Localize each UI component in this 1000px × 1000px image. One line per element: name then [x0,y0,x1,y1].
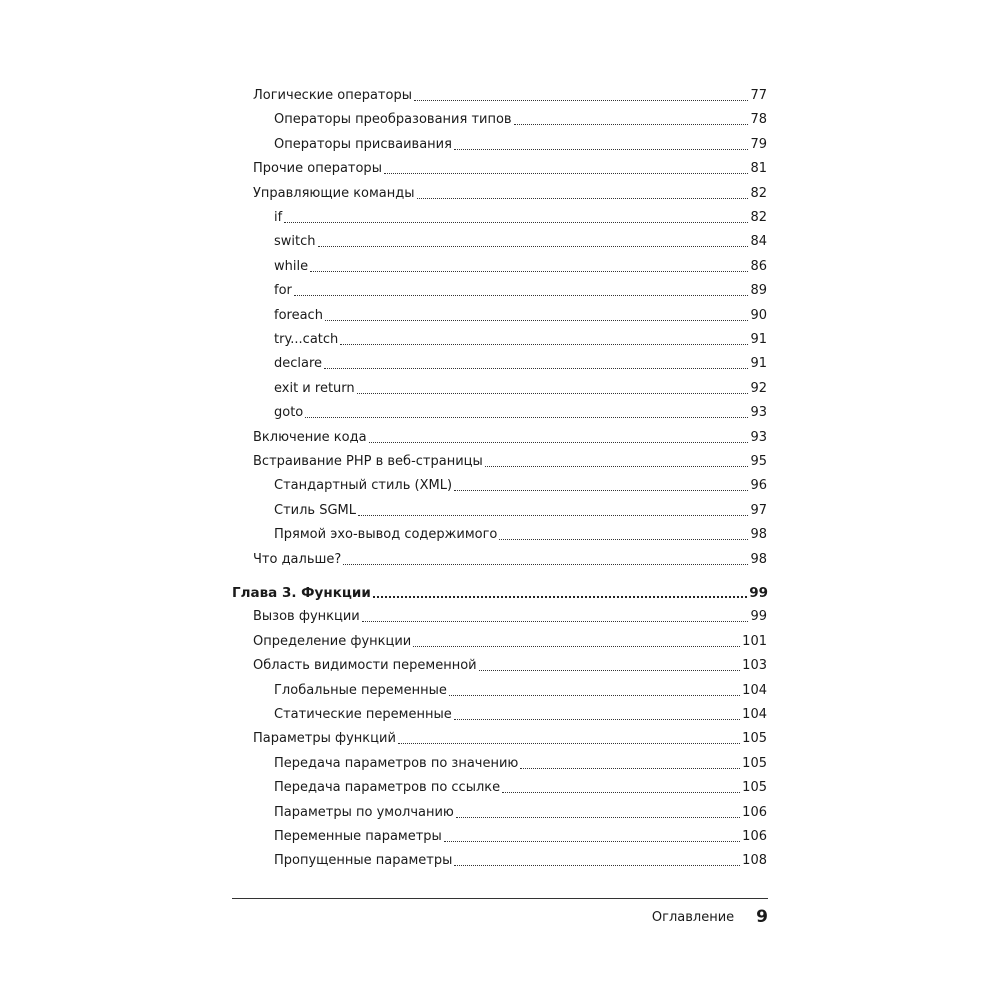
toc-dot-leader [413,645,740,647]
toc-entry-title: Включение кода [253,429,367,445]
toc-entry-page: 92 [750,380,767,396]
toc-entry-page: 84 [750,234,767,250]
toc-entry-page: 89 [750,283,767,299]
toc-entry-title: Управляющие команды [253,185,415,201]
toc-entry-title: Глобальные переменные [274,682,447,698]
toc-entry-page: 105 [742,731,767,747]
toc-entry [274,677,767,699]
toc-entry-title: Встраивание PHP в веб-страницы [253,454,483,469]
toc-entry-page: 105 [742,755,767,771]
toc-entry [253,725,767,747]
toc-entry-page: 104 [742,682,767,698]
toc-entry [274,131,767,153]
toc-entry-title: Передача параметров по значению [274,755,519,771]
toc-dot-leader [343,563,748,565]
toc-dot-leader [499,538,748,540]
toc-entry-page: 91 [750,356,767,372]
toc-entry-title: for [274,283,292,299]
toc-entry [274,774,767,796]
toc-entry-page: 106 [742,829,767,844]
toc-dot-leader [454,864,740,866]
toc-entry-title: Определение функции [253,633,412,649]
toc-entry-title: Вызов функции [253,609,360,625]
toc-dot-leader [514,123,749,125]
toc-entry [274,350,767,372]
toc-entry [274,497,767,519]
toc-entry-title: while [274,258,309,274]
toc-entry-title: Передача параметров по ссылке [274,780,501,796]
toc-entry-title: Область видимости переменной [253,658,477,674]
toc-entry-title: goto [274,405,304,421]
toc-dot-leader [294,294,749,296]
toc-entry-page: 77 [750,88,767,103]
toc-entry-title: exit и return [274,380,355,396]
toc-dot-leader [318,245,749,247]
toc-entry-title: Параметры по умолчанию [274,804,454,820]
toc-dot-leader [502,791,740,793]
toc-entry-page: 105 [742,780,767,796]
toc-dot-leader [373,595,747,598]
toc-entry [253,546,767,568]
toc-entry [274,472,767,494]
toc-entry-page: 78 [750,112,767,128]
toc-entry-title: Прочие операторы [253,161,382,177]
toc-entry-page: 104 [742,707,767,722]
toc-dot-leader [340,343,748,345]
toc-entry-page: 93 [750,405,767,421]
toc-entry-page: 96 [750,478,767,494]
footer-page-number: 9 [756,907,768,927]
toc-dot-leader [456,816,740,818]
toc-entry-page: 86 [750,258,767,274]
toc-entry-page: 106 [742,804,767,820]
toc-dot-leader [454,489,748,491]
toc-entry [274,253,767,275]
toc-entry-title: Стандартный стиль (XML) [274,478,453,494]
toc-entry-page: 99 [750,609,767,625]
toc-dot-leader [310,270,748,272]
toc-entry [274,799,767,821]
toc-entry-title: declare [274,356,323,372]
toc-entry [274,277,767,299]
toc-entry-page: 90 [750,307,767,323]
toc-dot-leader [520,767,740,769]
toc-entry-page: 97 [750,502,767,518]
toc-entry-title: if [274,210,283,225]
toc-entry-title: Глава 3. Функции [232,585,371,601]
toc-dot-leader [479,669,741,671]
footer-section-title: Оглавление [651,909,735,925]
toc-entry [274,106,767,128]
toc-entry-page: 79 [750,136,767,152]
toc-dot-leader [369,441,749,443]
toc-entry-page: 91 [750,332,767,347]
toc-dot-leader [357,392,749,394]
toc-entry [274,326,767,348]
toc-entry [253,155,767,177]
toc-entry-title: Операторы преобразования типов [274,112,512,128]
toc-entry-page: 93 [750,429,767,445]
toc-entry-title: Логические операторы [253,88,412,103]
toc-entry [253,603,767,625]
toc-chapter-entry [232,579,768,601]
toc-entry [253,652,767,674]
page-footer [232,904,768,930]
toc-entry [274,701,767,723]
toc-dot-leader [362,620,749,622]
toc-entry-page: 81 [750,161,767,177]
toc-dot-leader [384,172,749,174]
toc-dot-leader [398,742,740,744]
toc-entry [253,424,767,446]
toc-entry-page: 108 [742,853,767,869]
toc-entry-page: 103 [742,658,767,674]
toc-dot-leader [325,319,749,321]
toc-entry-title: Стиль SGML [274,502,356,518]
toc-entry-title: Статические переменные [274,707,452,722]
toc-entry-page: 101 [742,633,767,649]
toc-entry [253,82,767,104]
toc-dot-leader [417,197,749,199]
toc-entry-title: Переменные параметры [274,829,442,844]
toc-entry-page: 99 [749,585,768,601]
toc-entry-title: Прямой эхо-вывод содержимого [274,527,498,543]
toc-dot-leader [454,148,749,150]
toc-entry [253,448,767,470]
toc-entry [274,823,767,845]
toc-entry-title: Пропущенные параметры [274,853,453,869]
toc-dot-leader [305,416,748,418]
toc-entry [274,750,767,772]
toc-dot-leader [414,99,748,101]
toc-dot-leader [449,694,740,696]
footer-divider [232,898,768,899]
toc-entry-title: Операторы присваивания [274,136,452,152]
toc-entry-page: 82 [750,210,767,225]
toc-entry [253,180,767,202]
toc-entry-page: 98 [750,551,767,567]
toc-entry [274,521,767,543]
toc-dot-leader [284,221,748,223]
toc-dot-leader [324,367,748,369]
toc-entry [253,628,767,650]
toc-entry [274,375,767,397]
toc-dot-leader [485,465,749,467]
toc-dot-leader [444,840,740,842]
toc-entry-title: switch [274,234,316,250]
toc-entry [274,228,767,250]
toc-entry [274,204,767,226]
toc-entry [274,847,767,869]
toc-entry [274,399,767,421]
toc-entry-title: Что дальше? [253,551,342,567]
toc-entry-page: 95 [750,454,767,469]
toc-dot-leader [454,718,740,720]
toc-entry-title: Параметры функций [253,731,396,747]
toc-entry-page: 98 [750,527,767,543]
toc-entry-title: try...catch [274,332,339,347]
toc-entry-page: 82 [750,185,767,201]
toc-dot-leader [358,514,748,516]
toc-entry-title: foreach [274,307,323,323]
toc-entry [274,302,767,324]
